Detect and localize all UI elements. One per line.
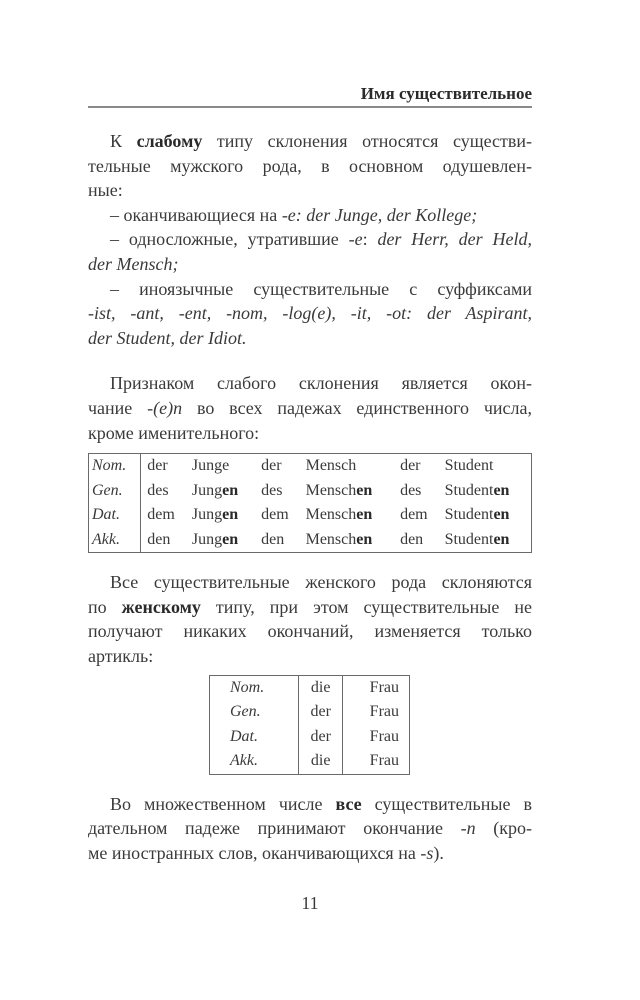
header-rule	[88, 106, 532, 108]
ending-text: -s	[420, 842, 434, 863]
bold-term-weak: слабому	[136, 131, 203, 151]
noun-stem: Mensch	[305, 457, 357, 475]
weak-declension-table	[88, 453, 532, 553]
article-cell: die	[299, 749, 343, 774]
noun-cell	[441, 528, 532, 553]
noun-ending: en	[493, 530, 510, 548]
noun-ending: en	[222, 530, 239, 548]
text: по	[88, 596, 122, 617]
example-text: der Herr, der Held,	[377, 229, 532, 250]
paragraph-plural-dative	[88, 792, 532, 866]
noun-cell: Frau	[369, 727, 399, 745]
noun-stem: Junge	[191, 457, 230, 475]
noun-stem: Student	[444, 506, 494, 524]
p1-line1	[88, 129, 532, 154]
noun-stem: Student	[444, 530, 494, 548]
noun-cell	[302, 454, 394, 479]
table-row	[210, 700, 410, 725]
p3-line4: артикль:	[88, 645, 154, 666]
paragraph-weak-sign	[88, 371, 532, 445]
table-row	[210, 725, 410, 750]
noun-stem: Student	[444, 457, 494, 475]
noun-cell: Frau	[369, 678, 399, 696]
noun-stem: Student	[444, 481, 494, 499]
p3-line1: Все существительные женского рода склоняются	[110, 572, 532, 593]
noun-cell	[441, 503, 532, 528]
text: типу склонения относятся существи-	[202, 131, 532, 151]
noun-cell: Frau	[369, 703, 399, 720]
noun-cell	[302, 503, 394, 528]
noun-cell	[188, 454, 255, 479]
noun-ending: en	[356, 481, 373, 499]
noun-stem: Jung	[191, 530, 223, 548]
case-label: Gen.	[210, 700, 299, 725]
text: (кро-	[475, 818, 532, 839]
page-number: 11	[301, 893, 319, 914]
table-row	[89, 454, 532, 479]
list-item-foreign-line3	[88, 326, 532, 351]
list-item-monosyllabic	[88, 227, 532, 252]
p4-line3	[88, 841, 532, 866]
p2-line3: кроме именительного:	[88, 422, 260, 443]
noun-stem: Mensch	[305, 481, 357, 499]
case-label: Dat.	[89, 503, 141, 528]
list-item-foreign-line2	[88, 301, 532, 326]
case-label: Dat.	[210, 725, 299, 750]
article-cell: dem	[147, 506, 175, 524]
p4-line1	[88, 792, 532, 817]
p2-line1: Признаком слабого склонения является окон-	[110, 373, 532, 394]
noun-cell	[188, 503, 255, 528]
text: Во множественном числе	[110, 793, 336, 814]
text: дательном падеже принимают окончание	[88, 818, 461, 839]
article-cell: der	[400, 457, 421, 475]
paragraph-weak-declension	[88, 129, 532, 350]
noun-ending: en	[222, 506, 239, 524]
list-item-foreign: – иноязычные существительные с суффиксами	[110, 278, 532, 299]
example-text: der Student, der Idiot.	[88, 327, 247, 348]
noun-cell	[188, 479, 255, 504]
table-row	[210, 749, 410, 774]
article-cell: den	[400, 530, 424, 548]
text: К	[110, 131, 137, 151]
text: ме иностранных слов, оканчивающихся на	[88, 842, 421, 863]
text: во всех падежах единственного числа,	[182, 397, 533, 418]
example-text: der Mensch;	[88, 253, 179, 274]
noun-stem: Jung	[191, 506, 223, 524]
bold-term-feminine: женскому	[121, 596, 201, 617]
case-label: Nom.	[210, 675, 299, 700]
running-head: Имя существительное	[360, 84, 532, 103]
noun-ending: en	[356, 506, 373, 524]
noun-ending: en	[493, 481, 510, 499]
book-page	[88, 0, 532, 914]
noun-cell: Frau	[369, 752, 399, 769]
p1-line3: ные:	[88, 180, 123, 201]
case-label: Gen.	[89, 479, 141, 504]
case-label: Akk.	[210, 749, 299, 774]
case-label: Nom.	[89, 454, 141, 479]
p3-line3: получают никаких окончаний, изменяется только	[88, 621, 532, 642]
article-cell: die	[299, 675, 343, 700]
p1-line2: тельные мужского рода, в основном одушевлен-	[88, 155, 532, 176]
article-cell: den	[261, 530, 285, 548]
text: типу, при этом существительные не	[200, 596, 532, 617]
case-label: Akk.	[89, 528, 141, 553]
noun-cell	[302, 479, 394, 504]
text: чание	[88, 397, 148, 418]
ending-text: -(e)n	[147, 397, 183, 418]
table-row	[89, 528, 532, 553]
noun-ending: en	[222, 481, 239, 499]
article-cell: der	[261, 457, 282, 475]
text: :	[362, 229, 378, 250]
p4-line2	[88, 816, 532, 841]
article-cell: den	[147, 530, 171, 548]
example-text: -ist, -ant, -ent, -nom, -log(e), -it, -ot: der Aspirant,	[88, 303, 532, 324]
noun-cell	[441, 479, 532, 504]
article-cell: des	[147, 481, 169, 499]
suffix-text: -e	[348, 229, 363, 250]
text: ).	[433, 842, 444, 863]
feminine-declension-table	[209, 675, 410, 775]
p3-line2	[88, 595, 532, 620]
article-cell: der	[147, 457, 168, 475]
noun-ending: en	[356, 530, 373, 548]
text: – односложные, утратившие	[110, 229, 349, 250]
article-cell: der	[299, 725, 343, 750]
noun-stem: Jung	[191, 481, 223, 499]
noun-stem: Mensch	[305, 530, 357, 548]
noun-ending: en	[493, 506, 510, 524]
p2-line2	[88, 396, 532, 421]
paragraph-feminine	[88, 570, 532, 668]
article-cell: dem	[261, 506, 289, 524]
bold-term-all: все	[335, 793, 362, 814]
text: существительные в	[361, 793, 532, 814]
ending-text: -n	[460, 818, 476, 839]
text: – оканчивающиеся на	[110, 204, 282, 225]
noun-stem: Mensch	[305, 506, 357, 524]
article-cell: der	[299, 700, 343, 725]
noun-cell	[302, 528, 394, 553]
list-item-monosyllabic-cont	[88, 252, 532, 277]
noun-cell	[441, 454, 532, 479]
article-cell: des	[400, 481, 422, 499]
list-item-ending-e	[88, 203, 532, 228]
article-cell: des	[261, 481, 283, 499]
noun-cell	[188, 528, 255, 553]
article-cell: dem	[400, 506, 428, 524]
example-text: -e: der Junge, der Kollege;	[281, 204, 478, 225]
table-row	[89, 479, 532, 504]
table-row	[210, 675, 410, 700]
table-row	[89, 503, 532, 528]
